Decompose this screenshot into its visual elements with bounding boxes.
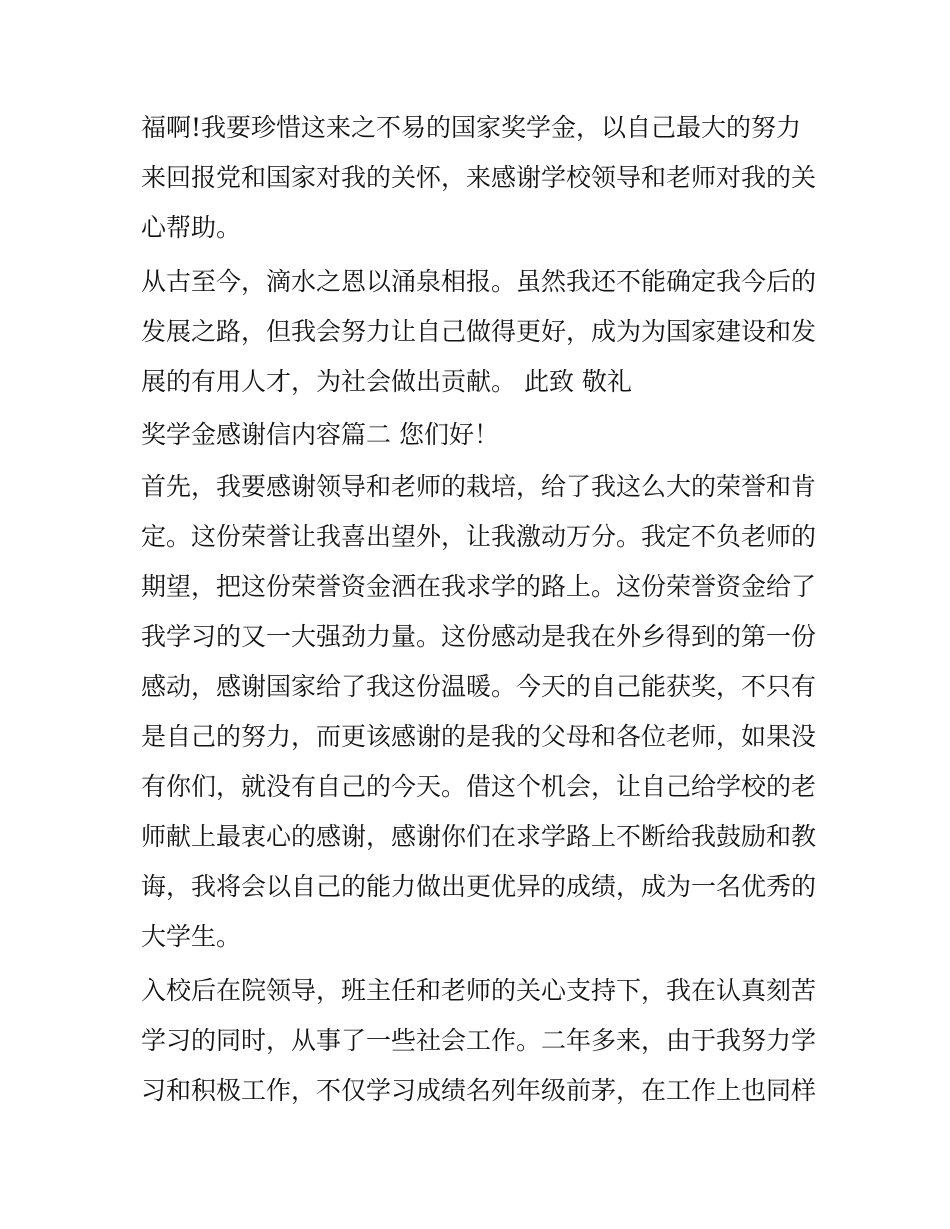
section-heading: 奖学金感谢信内容篇二 您们好！: [141, 420, 499, 449]
text-line: 有你们，就没有自己的今天。借这个机会，让自己给学校的老: [141, 772, 817, 801]
text-line: 心帮助。: [141, 213, 242, 242]
text-line: 来回报党和国家对我的关怀，来感谢学校领导和老师对我的关: [141, 163, 817, 192]
text-line: 入校后在院领导，班主任和老师的关心支持下，我在认真刻苦: [141, 976, 817, 1005]
text-line: 感动，感谢国家给了我这份温暖。今天的自己能获奖，不只有: [141, 672, 817, 701]
text-line: 是自己的努力，而更该感谢的是我的父母和各位老师，如果没: [141, 722, 817, 751]
text-line: 首先，我要感谢领导和老师的栽培，给了我这么大的荣誉和肯: [141, 472, 817, 501]
text-line: 我学习的又一大强劲力量。这份感动是我在外乡得到的第一份: [141, 622, 817, 651]
text-line: 大学生。: [141, 922, 242, 951]
text-line: 福啊!我要珍惜这来之不易的国家奖学金，以自己最大的努力: [141, 113, 802, 142]
text-line: 期望，把这份荣誉资金洒在我求学的路上。这份荣誉资金给了: [141, 572, 817, 601]
text-line: 展的有用人才，为社会做出贡献。 此致 敬礼: [141, 367, 632, 396]
text-line: 定。这份荣誉让我喜出望外，让我激动万分。我定不负老师的: [141, 522, 817, 551]
text-line: 习和积极工作，不仅学习成绩名列年级前茅，在工作上也同样: [141, 1076, 817, 1105]
text-line: 发展之路，但我会努力让自己做得更好，成为为国家建设和发: [141, 317, 817, 346]
text-line: 诲，我将会以自己的能力做出更优异的成绩，成为一名优秀的: [141, 872, 817, 901]
text-line: 师献上最衷心的感谢，感谢你们在求学路上不断给我鼓励和教: [141, 822, 817, 851]
text-line: 学习的同时，从事了一些社会工作。二年多来，由于我努力学: [141, 1026, 817, 1055]
text-line: 从古至今，滴水之恩以涌泉相报。虽然我还不能确定我今后的: [141, 267, 817, 296]
